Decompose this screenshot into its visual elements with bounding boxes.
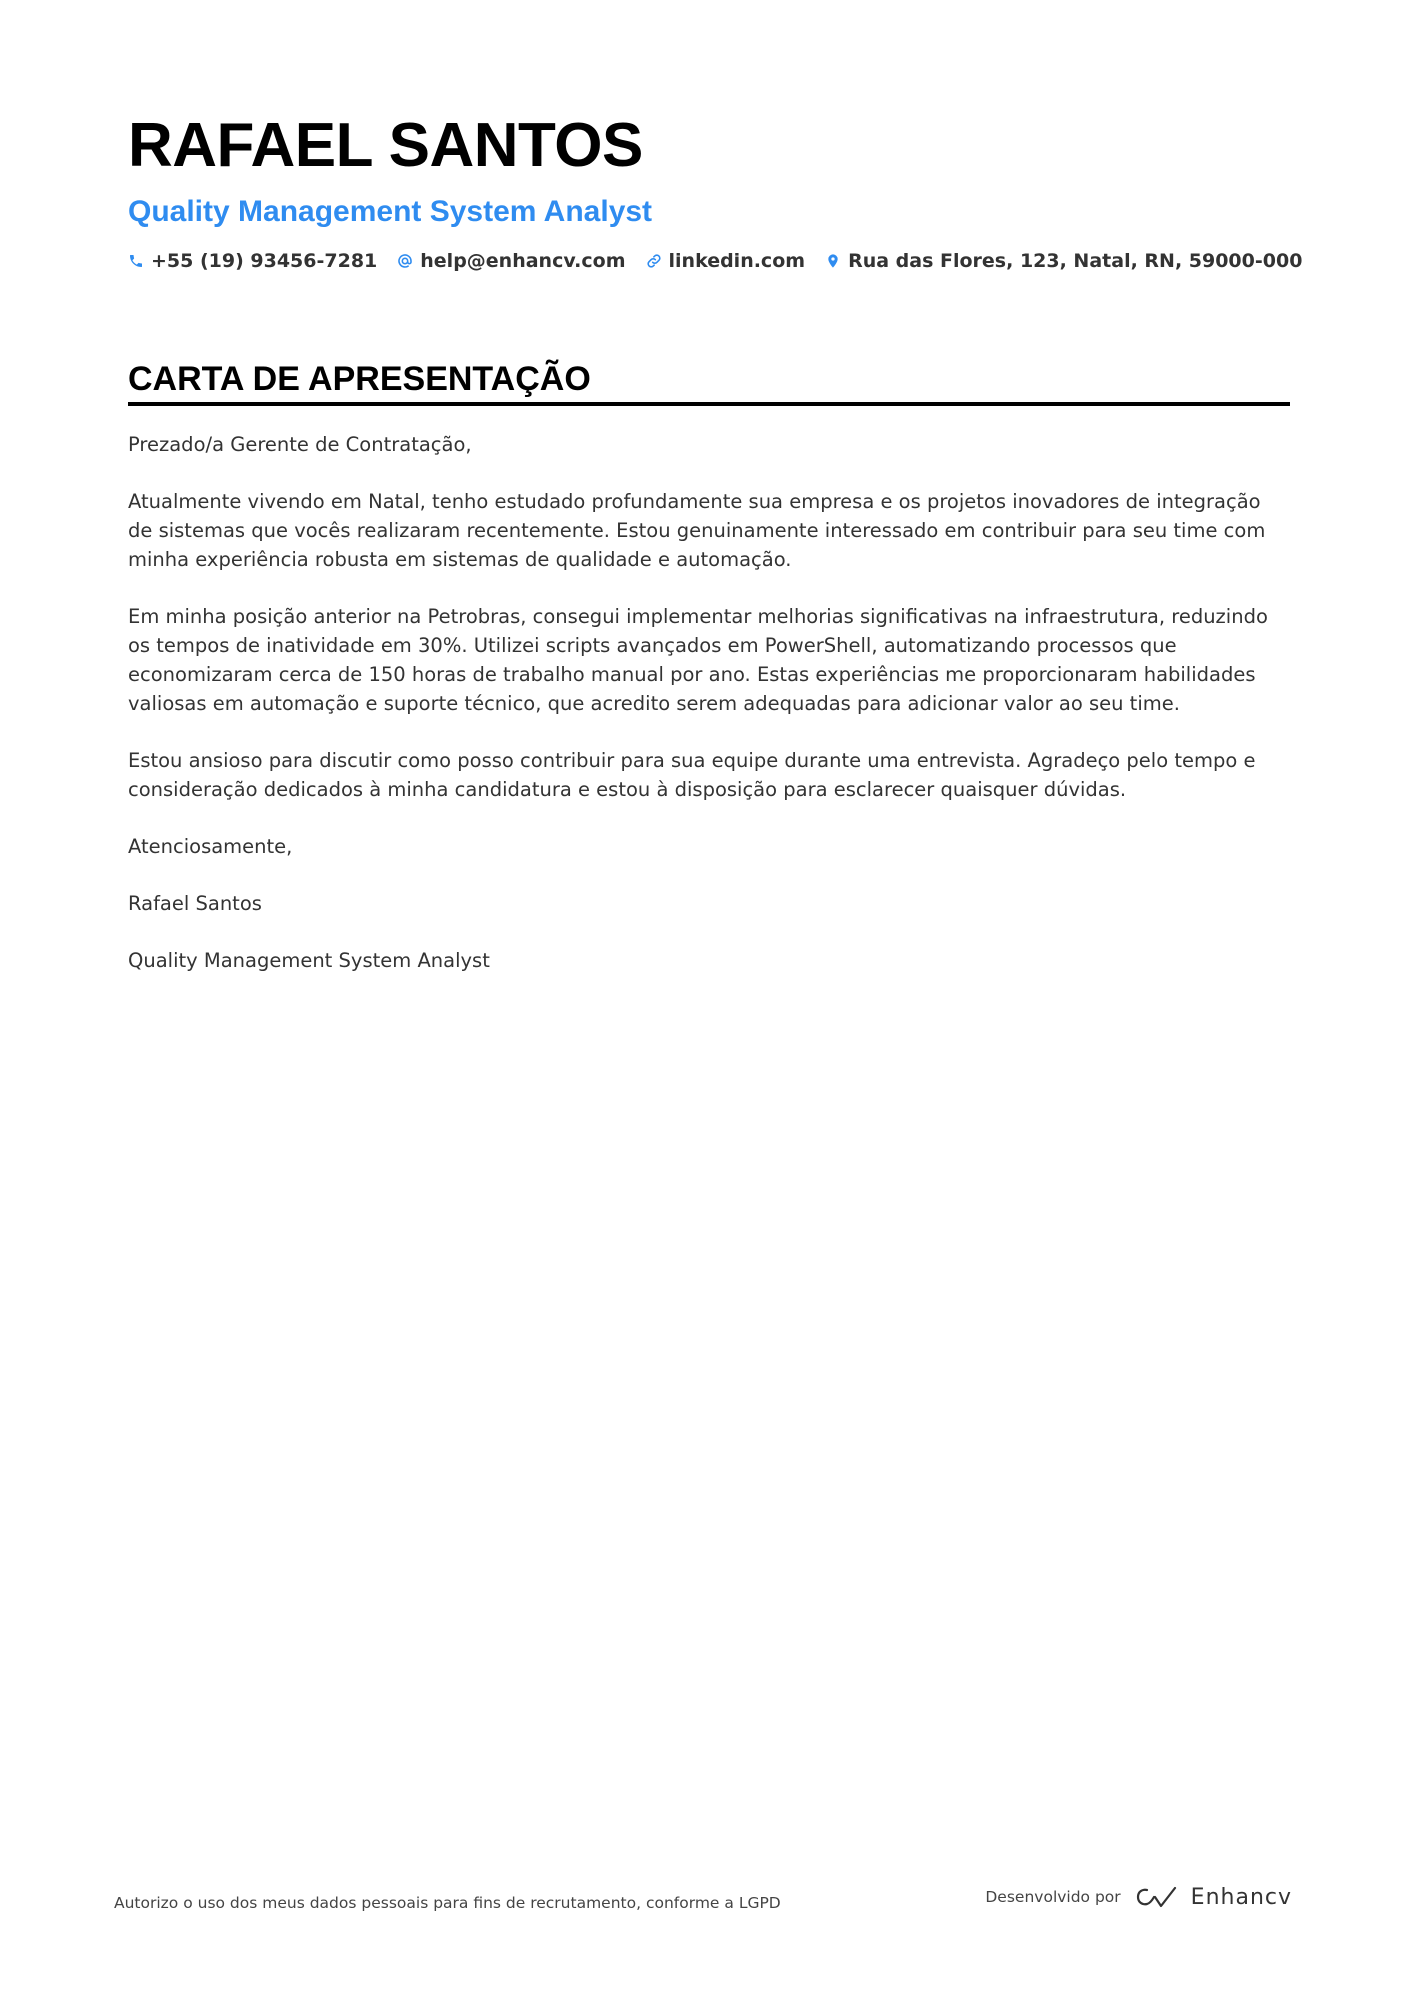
cover-letter-page [128,108,1303,1003]
letter-body [128,430,1290,975]
letter-closing: Atenciosamente, [128,835,293,858]
map-pin-icon [825,253,841,269]
signature-name: Rafael Santos [128,892,262,915]
letter-greeting: Prezado/a Gerente de Contratação, [128,433,472,456]
powered-by-label: Desenvolvido por [985,1888,1121,1906]
phone-icon [128,253,144,269]
letter-paragraph: Atualmente vivendo em Natal, tenho estudado profundamente sua empresa e os projetos inovadores de integração de sistemas que vocês realizaram recentemente. Estou genuinamente interessado em contribuir para seu time com minha experiência robusta em sistemas de qualidade e automação. [128,490,1266,571]
contact-email[interactable] [397,250,625,272]
candidate-name: RAFAEL SANTOS [128,111,643,180]
footer-consent: Autorizo o uso dos meus dados pessoais para fins de recrutamento, conforme a LGPD [114,1894,781,1912]
contact-address [825,250,1302,272]
link-icon [646,253,662,269]
contact-linkedin[interactable] [646,250,806,272]
contact-bar [128,250,1303,272]
contact-linkedin-text[interactable]: linkedin.com [668,250,806,272]
enhancv-logo-icon [1133,1884,1179,1910]
brand-name: Enhancv [1190,1884,1292,1910]
signature-role: Quality Management System Analyst [128,949,490,972]
candidate-role: Quality Management System Analyst [128,195,653,228]
contact-address-text: Rua das Flores, 123, Natal, RN, 59000-000 [848,250,1303,272]
contact-phone-text: +55 (19) 93456-7281 [151,250,378,272]
letter-paragraph: Estou ansioso para discutir como posso contribuir para sua equipe durante uma entrevista. Agradeço pelo tempo e consideração dedicados à minha candidatura e estou à disposição para esclarecer quaisquer dúvidas. [128,749,1256,801]
section-title: CARTA DE APRESENTAÇÃO [128,358,1290,406]
letter-paragraph: Em minha posição anterior na Petrobras, consegui implementar melhorias significativas na infraestrutura, reduzindo os tempos de inatividade em 30%. Utilizei scripts avançados em PowerShell, automatizando processos que economizaram cerca de 150 horas de trabalho manual por ano. Estas experiências me proporcionaram habilidades valiosas em automação e suporte técnico, que acredito serem adequadas para adicionar valor ao seu time. [128,605,1268,715]
at-icon [397,253,413,269]
contact-email-text[interactable]: help@enhancv.com [420,250,626,272]
footer-branding[interactable] [985,1884,1292,1910]
contact-phone [128,250,377,272]
